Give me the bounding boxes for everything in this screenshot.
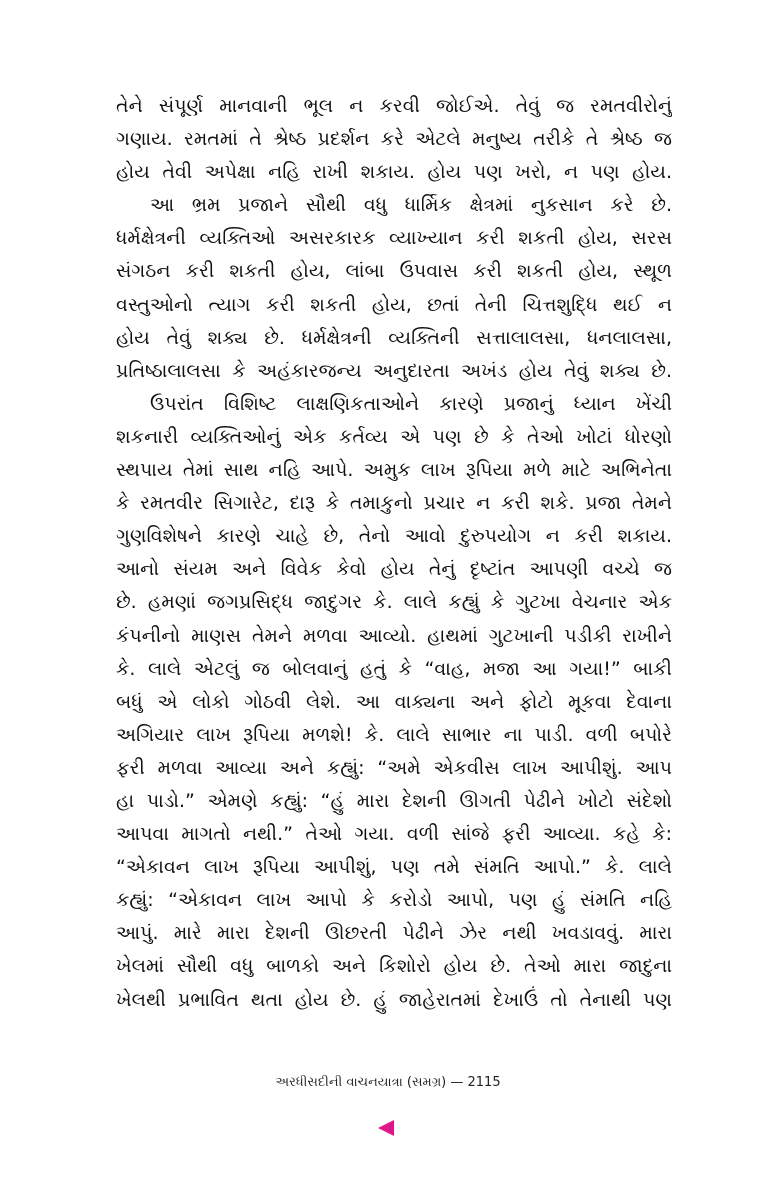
page-body-text: [116, 90, 672, 1017]
text-line: કહ્યું: “એકાવન લાખ આપો કે કરોડો આપો, પણ હું સંમતિ નહિ: [116, 889, 672, 912]
text-line: ફરી મળવા આવ્યા અને કહ્યું: “અમે એકવીસ લાખ આપીશું. આપ: [116, 756, 672, 779]
text-line: આનો સંયમ અને વિવેક કેવો હોય તેનું દૃષ્ટાંત આપણી વચ્ચે જ: [116, 558, 672, 581]
text-line: બધું એ લોકો ગોઠવી લેશે. આ વાક્યના અને ફોટો મૂકવા દેવાના: [116, 690, 672, 713]
text-line: છે. હમણાં જગપ્રસિદ્ધ જાદુગર કે. લાલે કહ્યું કે ગુટખા વેચનાર એક: [116, 591, 672, 614]
text-line: “એકાવન લાખ રૂપિયા આપીશું, પણ તમે સંમતિ આપો.” કે. લાલે: [116, 856, 672, 879]
text-line: ઉપરાંત વિશિષ્ટ લાક્ષણિકતાઓને કારણે પ્રજાનું ધ્યાન ખેંચી: [150, 392, 672, 415]
text-line: સંગઠન કરી શકતી હોય, લાંબા ઉપવાસ કરી શકતી હોય, સ્થૂળ: [116, 260, 672, 283]
text-line: અગિયાર લાખ રૂપિયા મળશે! કે. લાલે સાભાર ના પાડી. વળી બપોરે: [116, 723, 672, 746]
text-line: વસ્તુઓનો ત્યાગ કરી શકતી હોય, છતાં તેની ચિત્તશુદ્ધિ થઈ ન: [116, 293, 672, 316]
text-line: સ્થપાય તેમાં સાથ નહિ આપે. અમુક લાખ રૂપિયા મળે માટે અભિનેતા: [116, 459, 672, 482]
text-line: ગુણવિશેષને કારણે ચાહે છે, તેનો આવો દુરુપયોગ ન કરી શકાય.: [116, 525, 672, 548]
text-line: પ્રતિષ્ઠાલાલસા કે અહંકારજન્ય અનુદારતા અખંડ હોય તેવું શક્ય છે.: [116, 359, 672, 382]
previous-page-icon[interactable]: [378, 1120, 394, 1136]
text-line: કે. લાલે એટલું જ બોલવાનું હતું કે “વાહ, મજા આ ગયા!” બાકી: [116, 657, 672, 680]
text-line: આપું. મારે મારા દેશની ઊછરતી પેઢીને ઝેર નથી ખવડાવવું. મારા: [116, 922, 672, 945]
page-footer: અરધીસદીની વાચનયાત્રા (સમગ્ર) — 2115: [275, 1075, 501, 1090]
text-line: શકનારી વ્યક્તિઓનું એક કર્તવ્ય એ પણ છે કે તેઓ ખોટાં ધોરણો: [116, 425, 672, 448]
text-line: ધર્મક્ષેત્રની વ્યક્તિઓ અસરકારક વ્યાખ્યાન કરી શકતી હોય, સરસ: [116, 227, 672, 250]
text-line: હોય તેવી અપેક્ષા નહિ રાખી શકાય. હોય પણ ખરો, ન પણ હોય.: [116, 161, 672, 184]
text-line: હોય તેવું શક્ય છે. ધર્મક્ષેત્રની વ્યક્તિની સત્તાલાલસા, ધનલાલસા,: [116, 326, 672, 349]
text-line: ગણાય. રમતમાં તે શ્રેષ્ઠ પ્રદર્શન કરે એટલે મનુષ્ય તરીકે તે શ્રેષ્ઠ જ: [116, 128, 672, 151]
text-line: કંપનીનો માણસ તેમને મળવા આવ્યો. હાથમાં ગુટખાની પડીકી રાખીને: [116, 624, 672, 647]
text-line: ખેલમાં સૌથી વધુ બાળકો અને કિશોરો હોય છે. તેઓ મારા જાદુના: [116, 955, 672, 978]
text-line: ખેલથી પ્રભાવિત થતા હોય છે. હું જાહેરાતમાં દેખાઉં તો તેનાથી પણ: [116, 988, 672, 1011]
text-line: આ ભ્રમ પ્રજાને સૌથી વધુ ધાર્મિક ક્ષેત્રમાં નુકસાન કરે છે.: [150, 194, 672, 217]
text-line: કે રમતવીર સિગારેટ, દારૂ કે તમાકુનો પ્રચાર ન કરી શકે. પ્રજા તેમને: [116, 492, 672, 515]
text-line: હા પાડો.” એમણે કહ્યું: “હું મારા દેશની ઊગતી પેઢીને ખોટો સંદેશો: [116, 789, 672, 812]
text-line: આપવા માગતો નથી.” તેઓ ગયા. વળી સાંજે ફરી આવ્યા. કહે કે:: [116, 823, 672, 846]
text-line: તેને સંપૂર્ણ માનવાની ભૂલ ન કરવી જોઈએ. તેવું જ રમતવીરોનું: [116, 95, 672, 117]
